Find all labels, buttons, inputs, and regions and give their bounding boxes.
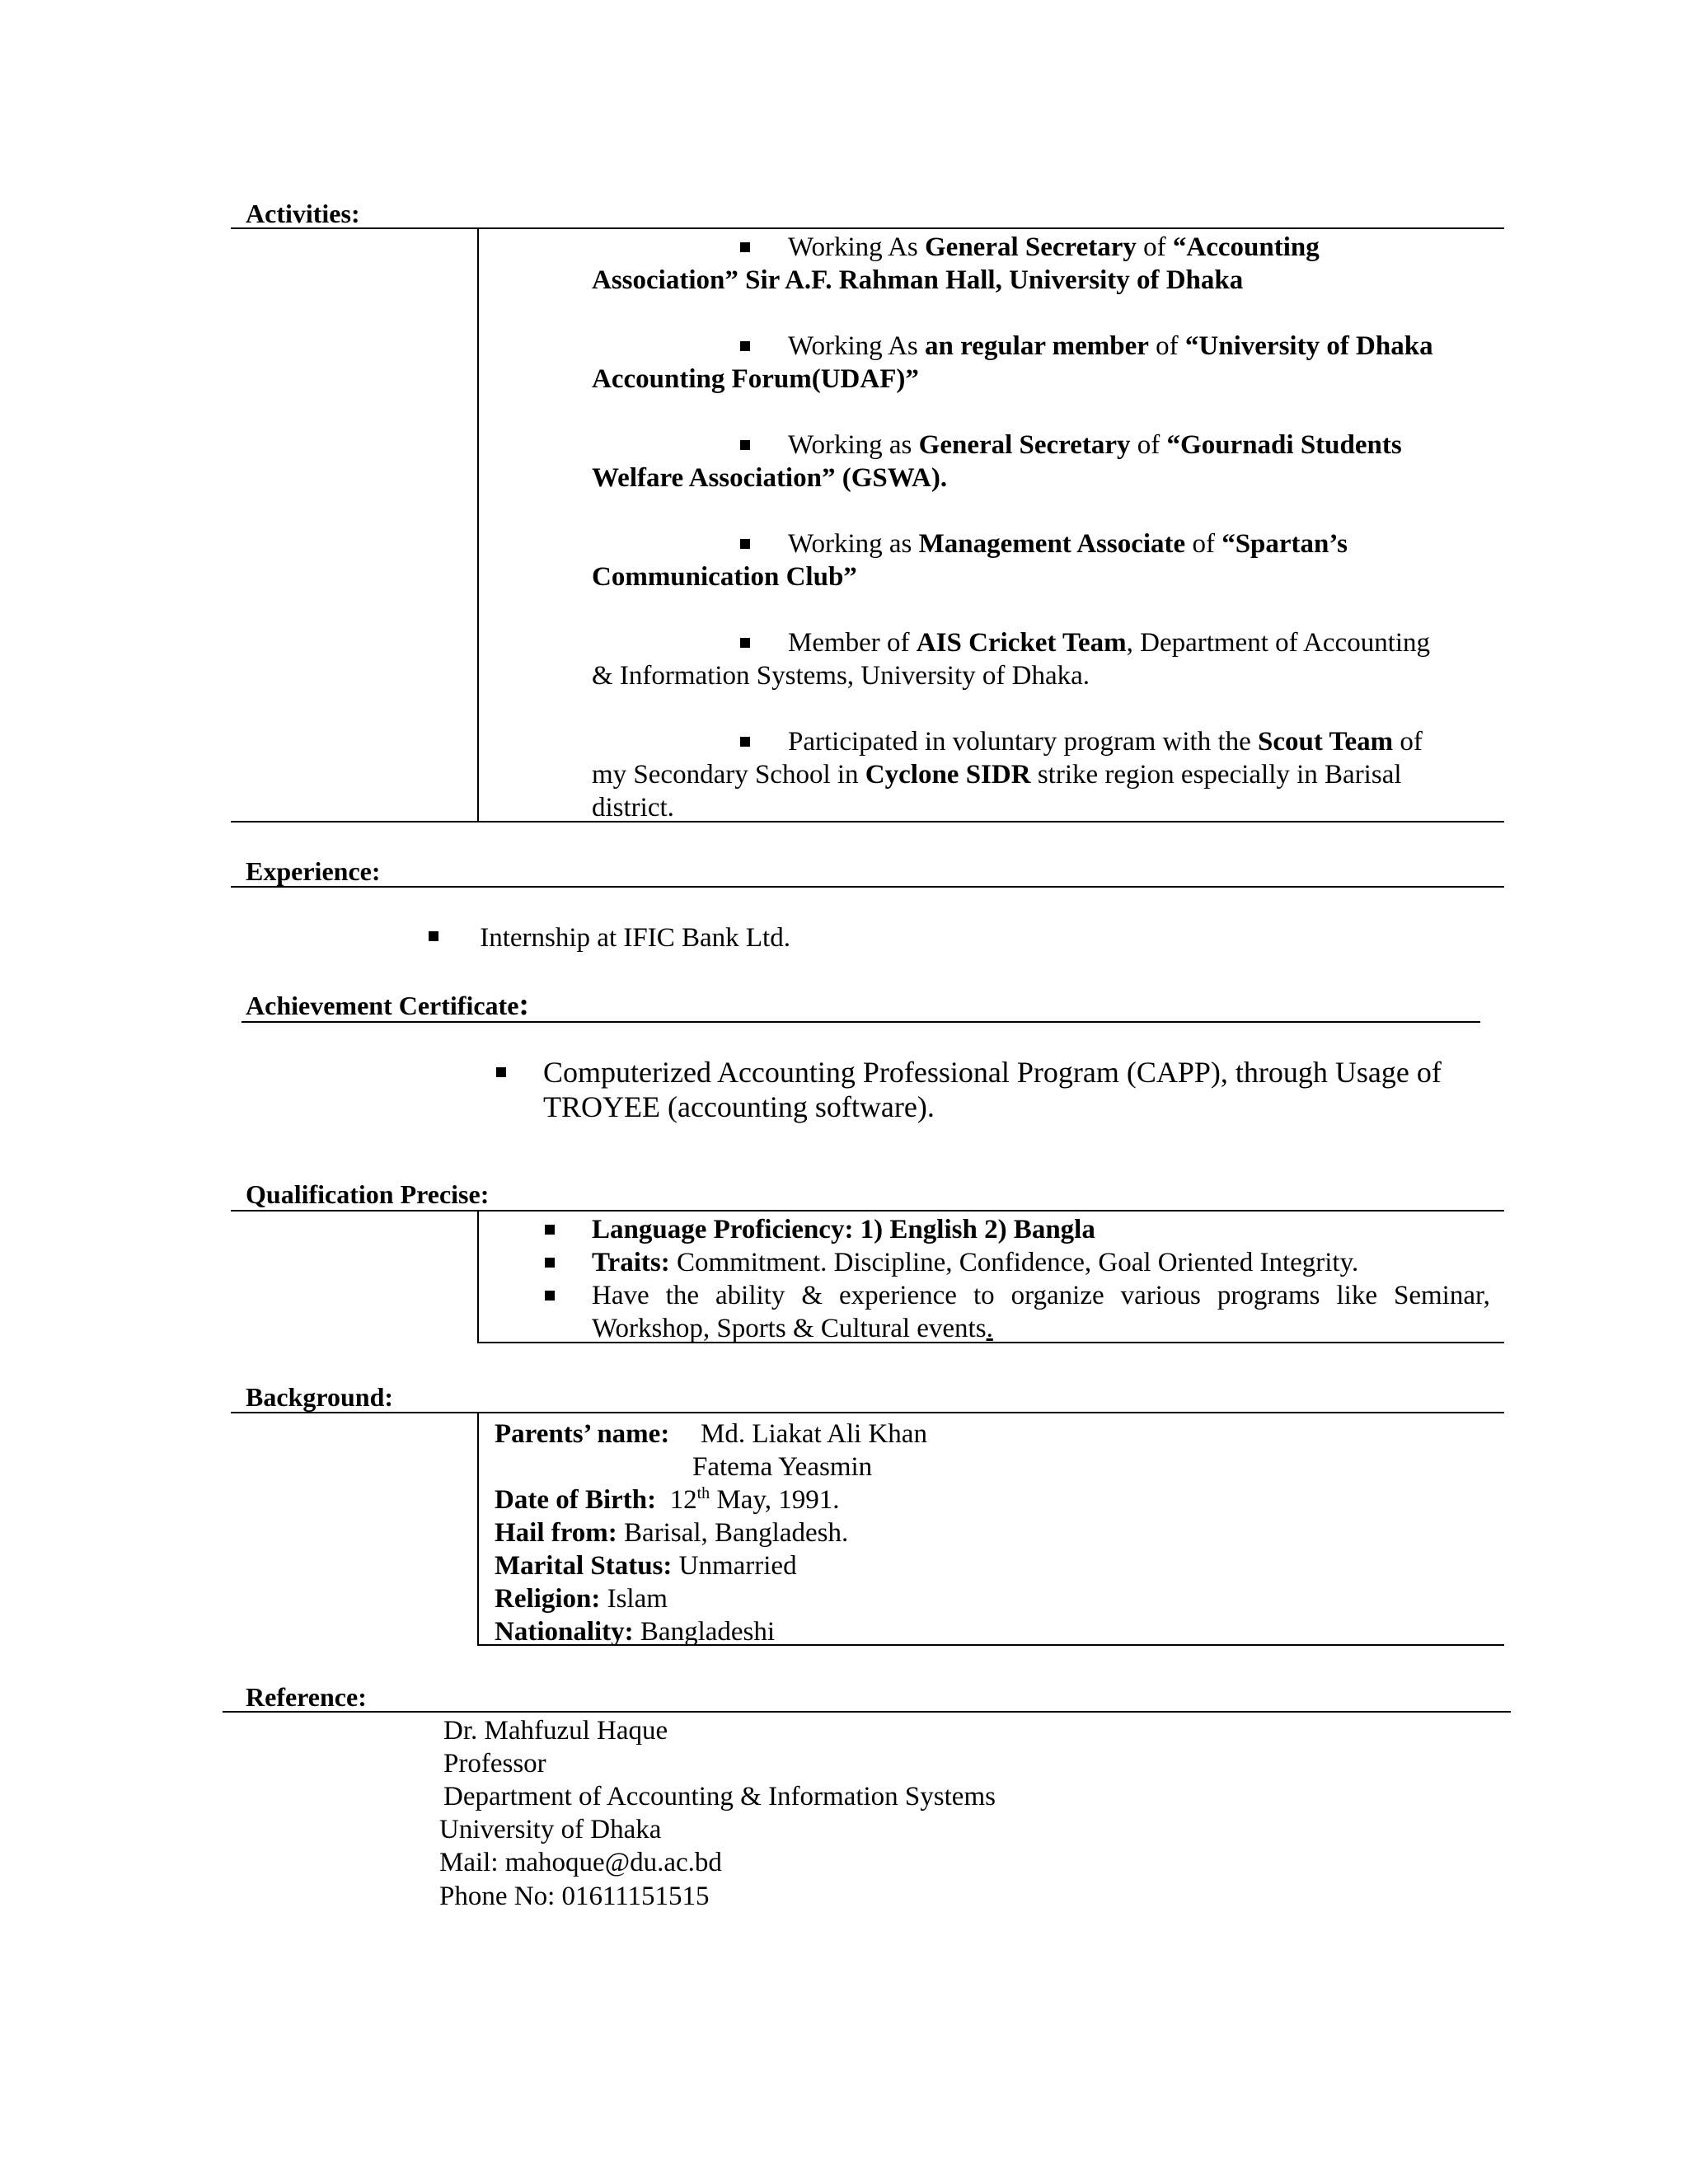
bullet-square-icon — [740, 242, 750, 252]
activities-list — [592, 231, 1498, 857]
dob-day: 12 — [669, 1485, 697, 1515]
activity-text-segment: of — [1136, 232, 1173, 262]
bullet-square-icon — [740, 737, 750, 747]
activity-text-segment: Management Associate — [918, 529, 1186, 559]
activity-text-segment: Cyclone SIDR — [865, 760, 1031, 790]
ability-word: Seminar, — [1394, 1281, 1490, 1310]
nationality-row — [495, 1615, 1484, 1648]
background-heading: Background: — [246, 1382, 394, 1412]
ability-word: ability — [715, 1281, 785, 1310]
activity-text-segment: of — [1393, 727, 1423, 757]
traits-value: Commitment. Discipline, Confidence, Goal Oriented Integrity. — [669, 1248, 1359, 1277]
ability-line-2-text: Workshop, Sports & Cultural events — [592, 1314, 987, 1343]
activity-text-segment: Communication Club” — [592, 562, 857, 592]
activity-first-line — [592, 626, 1498, 659]
activity-text-segment: “Gournadi Students — [1166, 430, 1402, 460]
traits-label: Traits: — [592, 1248, 670, 1277]
reference-phone: Phone No: 01611151515 — [439, 1882, 710, 1911]
activity-first-line — [592, 725, 1498, 758]
activity-first-line — [592, 429, 1498, 462]
activity-first-line — [592, 527, 1498, 560]
activity-text-segment: Working As — [788, 232, 926, 262]
ability-item — [592, 1279, 1490, 1345]
activity-item — [592, 330, 1498, 396]
activity-item — [592, 429, 1498, 494]
reference-university: University of Dhaka — [439, 1815, 662, 1844]
ability-word: various — [1120, 1281, 1201, 1310]
dob-row — [495, 1483, 1484, 1516]
reference-rule — [223, 1711, 1511, 1713]
ability-word: like — [1336, 1281, 1377, 1310]
activity-text-segment: Accounting Forum(UDAF)” — [592, 364, 919, 394]
background-top-rule — [231, 1412, 1504, 1413]
ability-word: experience — [839, 1281, 957, 1310]
activity-continuation-line — [592, 264, 1498, 297]
nationality-label: Nationality: — [495, 1617, 634, 1647]
activity-text-segment: my Secondary School in — [592, 760, 865, 790]
activity-continuation-line — [592, 659, 1498, 692]
activity-continuation-line — [592, 758, 1498, 791]
activity-text-segment: , Department of Accounting — [1126, 628, 1431, 658]
bullet-square-icon — [545, 1225, 555, 1235]
bullet-square-icon — [740, 539, 750, 549]
qualification-column-divider — [477, 1211, 479, 1343]
qualification-heading: Qualification Precise: — [246, 1179, 490, 1209]
activity-text-segment: Working As — [788, 331, 926, 361]
ability-comma: , — [1483, 1281, 1490, 1310]
dob-suffix: th — [696, 1484, 710, 1502]
parents-row — [495, 1418, 1484, 1451]
activity-text-segment: AIS Cricket Team — [916, 628, 1127, 658]
language-text: Language Proficiency: 1) English 2) Bangla — [592, 1215, 1095, 1244]
dob-rest: May, 1991. — [710, 1485, 840, 1515]
language-item — [592, 1213, 1490, 1246]
experience-rule — [231, 886, 1504, 888]
bullet-square-icon — [496, 1067, 506, 1077]
activity-item — [592, 231, 1498, 297]
parents-label: Parents’ name: — [495, 1419, 670, 1449]
ability-line-2 — [592, 1312, 1490, 1345]
activity-item — [592, 725, 1498, 824]
ability-word: Have — [592, 1281, 649, 1310]
nationality-value: Bangladeshi — [633, 1617, 776, 1647]
activity-text-segment: Working as — [788, 430, 919, 460]
activities-bottom-rule — [231, 821, 1504, 823]
activity-continuation-line — [592, 462, 1498, 494]
background-details — [495, 1418, 1484, 1648]
activity-continuation-line — [592, 363, 1498, 396]
activity-text-segment: of — [1148, 331, 1185, 361]
achievement-heading — [246, 989, 529, 1021]
activity-continuation-line — [592, 560, 1498, 593]
hail-row — [495, 1516, 1484, 1549]
activity-text-segment: General Secretary — [925, 232, 1137, 262]
religion-value: Islam — [600, 1584, 668, 1614]
achievement-line-2: TROYEE (accounting software). — [543, 1090, 935, 1123]
bullet-square-icon — [545, 1291, 555, 1301]
activity-text-segment: “Spartan’s — [1221, 529, 1348, 559]
activities-heading: Activities: — [246, 199, 360, 228]
hail-value: Barisal, Bangladesh. — [617, 1518, 849, 1548]
bullet-square-icon — [740, 440, 750, 450]
activities-column-divider — [477, 228, 479, 822]
marital-row — [495, 1549, 1484, 1582]
activity-text-segment: of — [1130, 430, 1167, 460]
reference-mail: Mail: mahoque@du.ac.bd — [439, 1848, 722, 1877]
dob-label: Date of Birth: — [495, 1485, 657, 1515]
reference-name: Dr. Mahfuzul Haque — [443, 1716, 668, 1746]
qualification-bottom-rule — [477, 1342, 1504, 1343]
ability-word: organize — [1010, 1281, 1104, 1310]
bullet-square-icon — [545, 1258, 555, 1268]
activity-first-line — [592, 330, 1498, 363]
reference-department: Department of Accounting & Information Systems — [443, 1782, 996, 1811]
achievement-rule — [241, 1021, 1480, 1023]
activity-text-segment: Welfare Association” (GSWA). — [592, 463, 948, 493]
achievement-line-1: Computerized Accounting Professional Program (CAPP), through Usage of — [543, 1056, 1442, 1089]
achievement-item — [496, 1055, 1502, 1124]
qualification-list — [592, 1213, 1490, 1345]
bullet-square-icon — [429, 931, 438, 941]
activity-text-segment: & Information Systems, University of Dhaka. — [592, 661, 1090, 691]
traits-item — [592, 1246, 1490, 1279]
achievement-heading-colon: : — [518, 987, 530, 1022]
background-column-divider — [477, 1413, 479, 1645]
activity-text-segment: of — [1185, 529, 1222, 559]
activity-text-segment: “University of Dhaka — [1184, 331, 1433, 361]
activity-text-segment: “Accounting — [1172, 232, 1320, 262]
ability-word: & — [801, 1281, 823, 1310]
activity-text-segment: Working as — [788, 529, 919, 559]
achievement-heading-text: Achievement Certificate — [246, 991, 519, 1020]
activity-text-segment: strike region especially in Barisal — [1030, 760, 1402, 790]
ability-line-1 — [592, 1279, 1490, 1312]
activity-text-segment: Scout Team — [1258, 727, 1394, 757]
religion-row — [495, 1582, 1484, 1615]
ability-word: to — [973, 1281, 995, 1310]
bullet-square-icon — [740, 638, 750, 648]
ability-word: the — [665, 1281, 699, 1310]
background-bottom-rule — [477, 1644, 1504, 1646]
activity-continuation-line: district. — [592, 793, 674, 823]
activity-text-segment: General Secretary — [918, 430, 1131, 460]
ability-word: programs — [1217, 1281, 1320, 1310]
activity-text-segment: Association” Sir A.F. Rahman Hall, University of Dhaka — [592, 265, 1244, 295]
activity-item — [592, 626, 1498, 692]
experience-heading: Experience: — [246, 856, 381, 886]
activity-first-line — [592, 231, 1498, 264]
experience-item — [429, 921, 790, 954]
mother-row — [495, 1451, 1484, 1483]
marital-value: Unmarried — [672, 1551, 797, 1581]
activity-text-segment: Participated in voluntary program with the — [788, 727, 1259, 757]
qualification-top-rule — [231, 1210, 1504, 1212]
activity-item — [592, 527, 1498, 593]
activity-text-segment: an regular member — [925, 331, 1149, 361]
mother-name: Fatema Yeasmin — [692, 1452, 873, 1482]
experience-item-text: Internship at IFIC Bank Ltd. — [480, 923, 790, 953]
bullet-square-icon — [740, 341, 750, 351]
ability-period: . — [986, 1314, 993, 1343]
religion-label: Religion: — [495, 1584, 601, 1614]
reference-title: Professor — [443, 1749, 546, 1779]
reference-heading: Reference: — [246, 1682, 367, 1712]
father-name: Md. Liakat Ali Khan — [701, 1419, 927, 1449]
activity-text-segment: Member of — [788, 628, 917, 658]
hail-label: Hail from: — [495, 1518, 617, 1548]
marital-label: Marital Status: — [495, 1551, 673, 1581]
activities-top-rule — [231, 227, 1504, 229]
